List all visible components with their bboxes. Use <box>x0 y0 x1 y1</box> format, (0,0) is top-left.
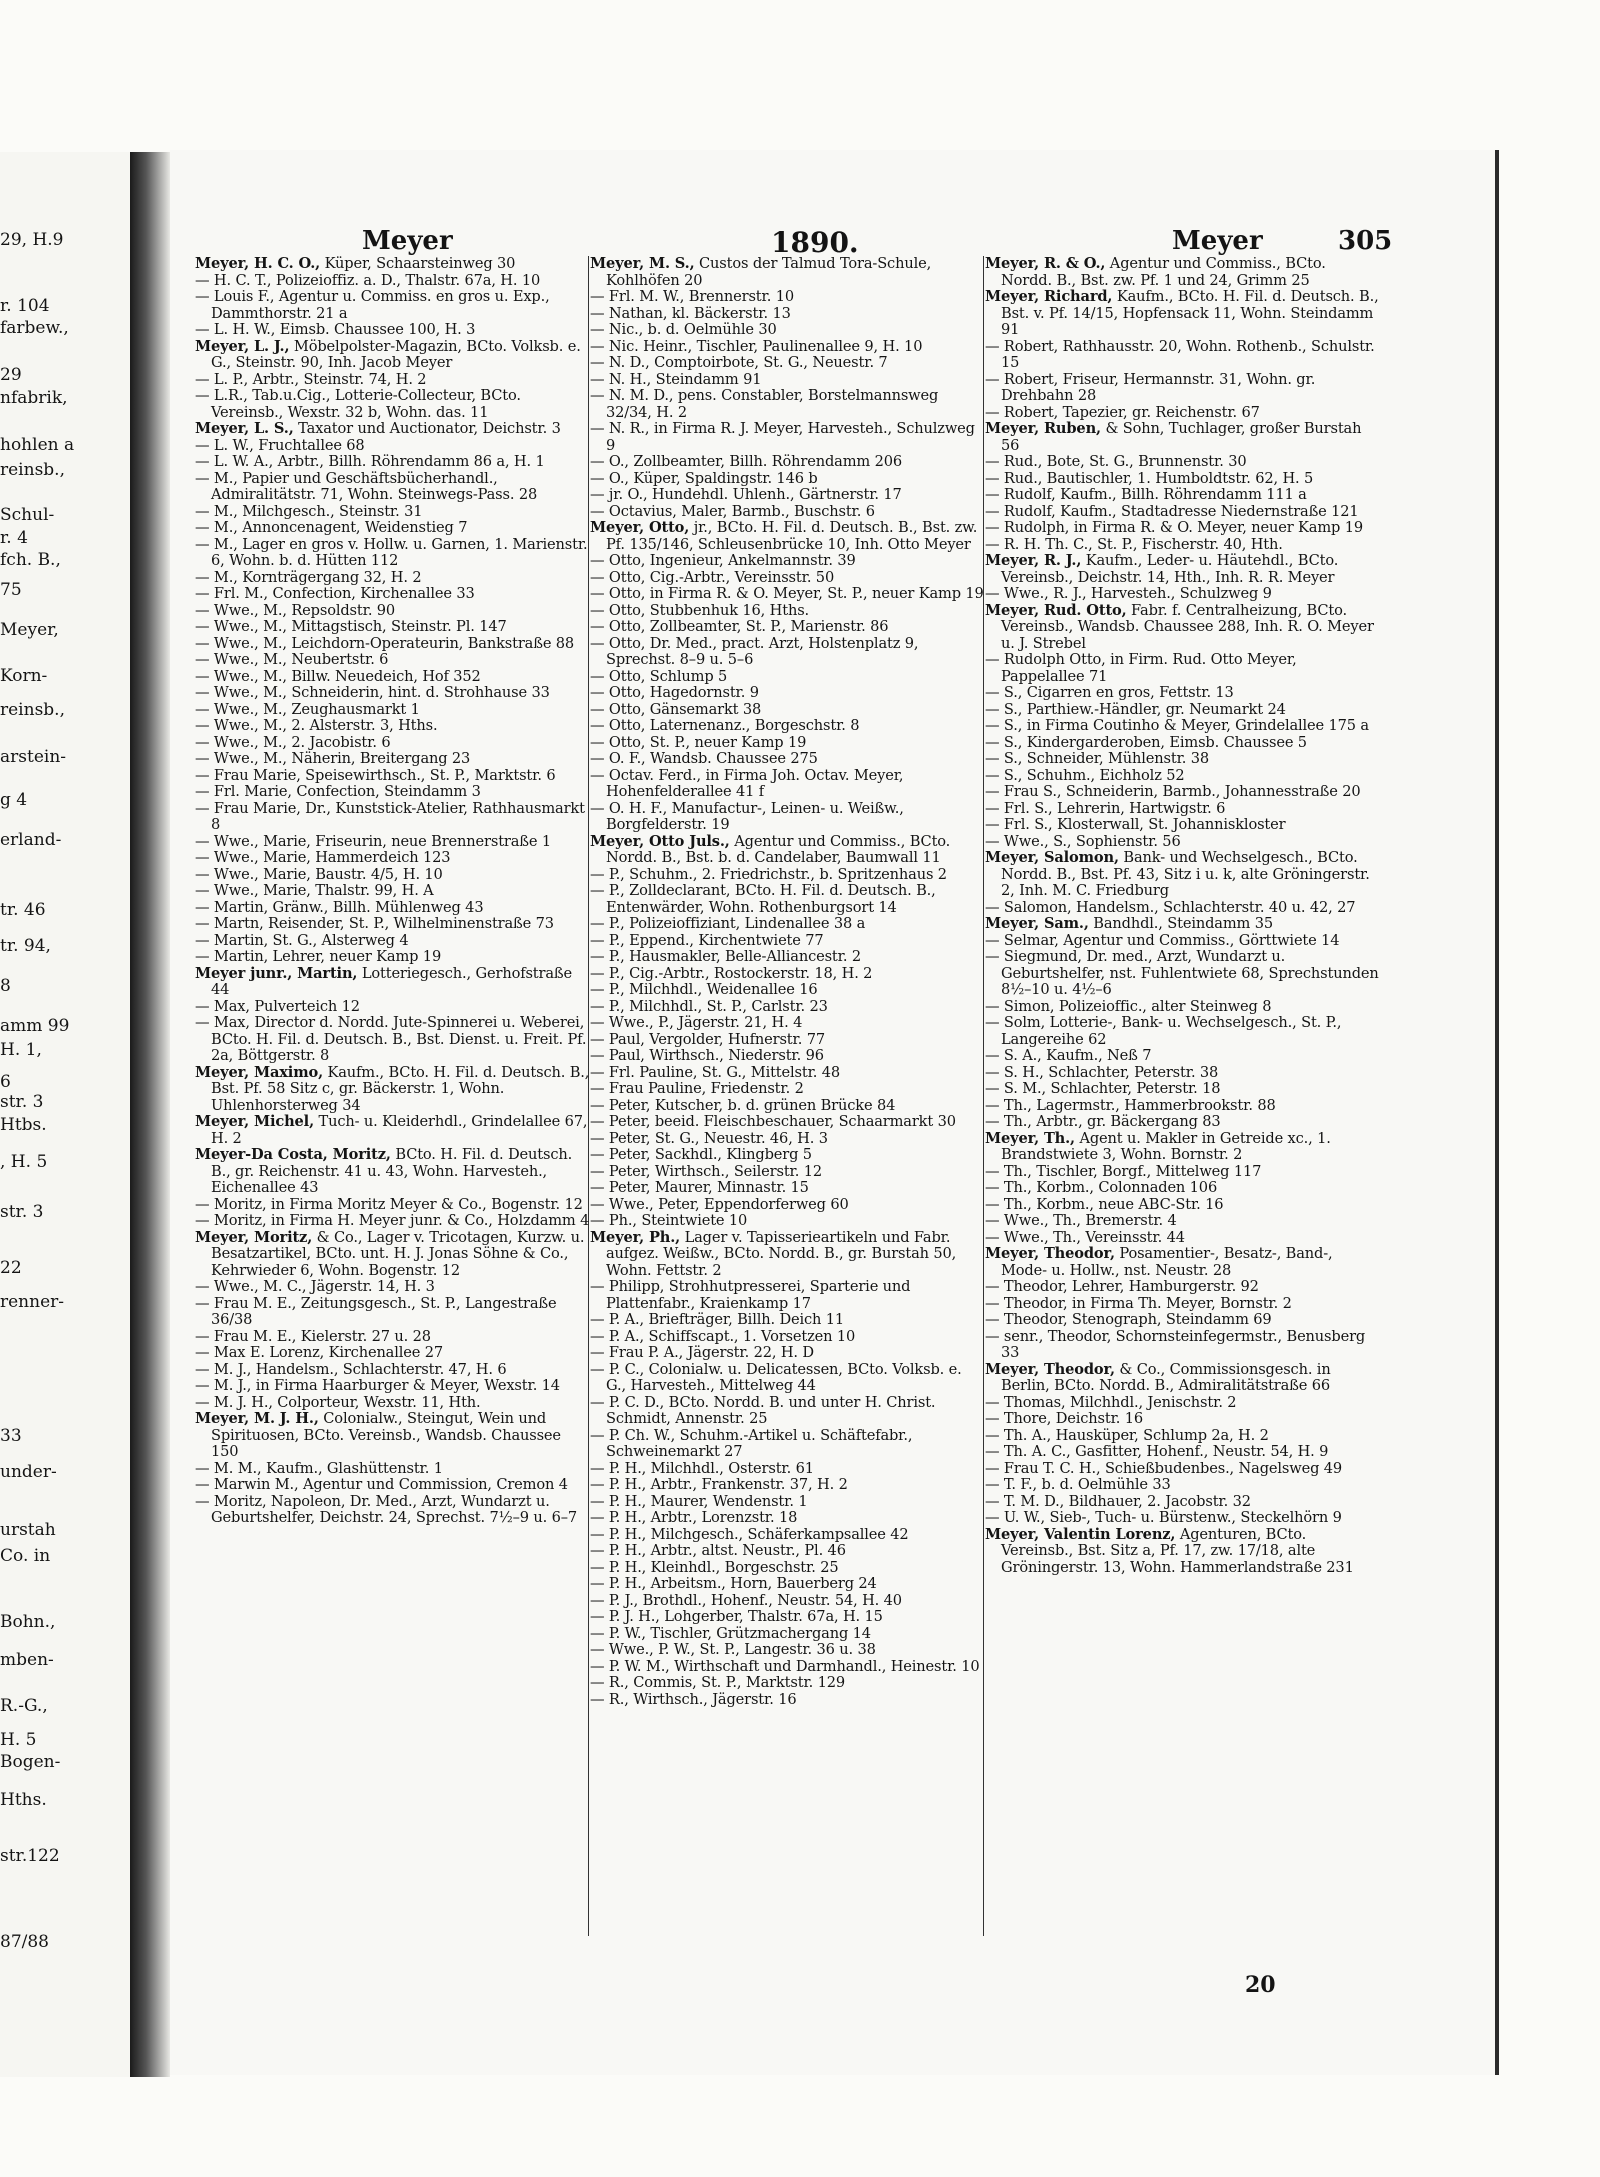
directory-entry: Meyer, Maximo, Kaufm., BCto. H. Fil. d. Deutsch. B., Bst. Pf. 58 Sitz c, gr. Bäckerstr. 1, Wohn. Uhlenhorsterweg 34 <box>195 1063 590 1114</box>
directory-entry: — S. M., Schlachter, Peterstr. 18 <box>985 1080 1221 1097</box>
directory-entry: — Wwe., M., 2. Alsterstr. 3, Hths. <box>195 717 438 734</box>
left-page-text-fragment: 29 <box>0 365 22 385</box>
directory-entry: — R., Wirthsch., Jägerstr. 16 <box>590 1690 797 1708</box>
left-page-text-fragment: tr. 94, <box>0 936 51 956</box>
directory-entry: — P. W. M., Wirthschaft und Darmhandl., Heinestr. 10 <box>590 1657 980 1675</box>
left-page-text-fragment: 8 <box>0 976 11 996</box>
left-page-text-fragment: r. 4 <box>0 528 28 548</box>
directory-column-1 <box>195 256 590 1527</box>
directory-entry: — Otto, Cig.-Arbtr., Vereinsstr. 50 <box>590 568 835 586</box>
directory-entry: — L. P., Arbtr., Steinstr. 74, H. 2 <box>195 370 427 388</box>
directory-entry: — Ph., Steintwiete 10 <box>590 1212 748 1229</box>
directory-entry: Meyer, H. C. O., Küper, Schaarsteinweg 30 <box>195 255 516 272</box>
directory-entry: — S., Schneider, Mühlenstr. 38 <box>985 750 1210 767</box>
directory-entry: Meyer, Theodor, & Co., Commissionsgesch. in Berlin, BCto. Nordd. B., Admiralitätstraße 66 <box>985 1360 1331 1394</box>
directory-entry: — Peter, Maurer, Minnastr. 15 <box>590 1179 809 1196</box>
directory-entry: — Frau M. E., Zeitungsgesch., St. P., Langestraße 36/38 <box>195 1294 557 1328</box>
directory-entry: Meyer, Moritz, & Co., Lager v. Tricotagen, Kurzw. u. Besatzartikel, BCto. unt. H. J. Jonas Söhne & Co., Kehrwieder 6, Wohn. Bogenstr. 12 <box>195 1228 585 1279</box>
directory-entry: — R., Commis, St. P., Marktstr. 129 <box>590 1674 846 1691</box>
left-page-text-fragment: Htbs. <box>0 1115 47 1135</box>
directory-entry: — Wwe., Marie, Hammerdeich 123 <box>195 849 451 866</box>
running-head-left: Meyer <box>362 226 453 256</box>
directory-entry: — Peter, Wirthsch., Seilerstr. 12 <box>590 1162 823 1180</box>
directory-entry: — P. A., Schiffscapt., 1. Vorsetzen 10 <box>590 1327 856 1345</box>
directory-entry: — Frau T. C. H., Schießbudenbes., Nagelsweg 49 <box>985 1459 1343 1477</box>
directory-entry: — P., Eppend., Kirchentwiete 77 <box>590 931 824 949</box>
signature-mark: 20 <box>1245 1972 1276 1998</box>
left-page-text-fragment: erland- <box>0 830 62 850</box>
directory-entry: — Louis F., Agentur u. Commiss. en gros u. Exp., Dammthorstr. 21 a <box>195 288 550 322</box>
directory-entry: Meyer, Theodor, Posamentier-, Besatz-, Band-, Mode- u. Hollw., nst. Neustr. 28 <box>985 1245 1333 1279</box>
directory-entry: Meyer junr., Martin, Lotteriegesch., Gerhofstraße 44 <box>195 964 572 998</box>
directory-entry: — Thore, Deichstr. 16 <box>985 1410 1144 1427</box>
directory-entry: — Wwe., Marie, Friseurin, neue Brennerstraße 1 <box>195 832 551 850</box>
page-number: 305 <box>1338 226 1393 256</box>
directory-entry: — Martin, Gränw., Billh. Mühlenweg 43 <box>195 898 484 916</box>
directory-entry: — M. M., Kaufm., Glashüttenstr. 1 <box>195 1459 443 1477</box>
directory-entry: — Theodor, in Firma Th. Meyer, Bornstr. 2 <box>985 1294 1292 1312</box>
directory-entry: — Wwe., M., Billw. Neuedeich, Hof 352 <box>195 667 481 685</box>
directory-entry: — Frl. M., Confection, Kirchenallee 33 <box>195 585 475 602</box>
directory-entry: Meyer, R. & O., Agentur und Commiss., BCto. Nordd. B., Bst. zw. Pf. 1 und 24, Grimm 25 <box>985 255 1326 289</box>
directory-column-2 <box>590 256 985 1708</box>
directory-entry: — Otto, Ingenieur, Ankelmannstr. 39 <box>590 552 856 569</box>
directory-entry: — P., Milchhdl., Weidenallee 16 <box>590 981 818 998</box>
directory-entry: — N. D., Comptoirbote, St. G., Neuestr. 7 <box>590 354 888 371</box>
left-page-text-fragment: H. 1, <box>0 1040 42 1060</box>
left-page-text-fragment: arstein- <box>0 747 67 767</box>
directory-entry: — Peter, Kutscher, b. d. grünen Brücke 84 <box>590 1096 896 1114</box>
directory-entry: — O., Zollbeamter, Billh. Röhrendamm 206 <box>590 453 902 470</box>
directory-entry: — Selmar, Agentur und Commiss., Görttwiete 14 <box>985 931 1340 949</box>
directory-entry: — Wwe., M., Repsoldstr. 90 <box>195 601 396 619</box>
directory-entry: — Philipp, Strohhutpresserei, Sparterie und Plattenfabr., Kraienkamp 17 <box>590 1278 911 1312</box>
directory-entry: — Wwe., Marie, Baustr. 4/5, H. 10 <box>195 865 443 883</box>
directory-entry: — Robert, Friseur, Hermannstr. 31, Wohn. gr. Drehbahn 28 <box>985 370 1316 404</box>
directory-entry: — Th., Korbm., Colonnaden 106 <box>985 1179 1218 1196</box>
directory-entry: — P., Schuhm., 2. Friedrichstr., b. Spritzenhaus 2 <box>590 865 947 883</box>
left-page-text-fragment: Korn- <box>0 666 48 686</box>
directory-entry: — Frau P. A., Jägerstr. 22, H. D <box>590 1344 814 1361</box>
directory-entry: — Frl. Pauline, St. G., Mittelstr. 48 <box>590 1063 841 1081</box>
left-page-text-fragment: 75 <box>0 580 22 600</box>
left-page-text-fragment: Bogen- <box>0 1752 61 1772</box>
left-page-text-fragment: 33 <box>0 1426 22 1446</box>
left-page-text-fragment: renner- <box>0 1292 65 1312</box>
left-page-text-fragment: hohlen a <box>0 435 75 455</box>
directory-entry: — Martn, Reisender, St. P., Wilhelminenstraße 73 <box>195 915 554 932</box>
running-head-right: Meyer <box>1172 226 1263 256</box>
directory-entry: — Rud., Bote, St. G., Brunnenstr. 30 <box>985 453 1247 470</box>
directory-entry: Meyer, L. S., Taxator und Auctionator, Deichstr. 3 <box>195 420 561 437</box>
directory-entry: — Max, Pulvertеich 12 <box>195 997 360 1015</box>
directory-entry: — P., Cig.-Arbtr., Rostockerstr. 18, H. 2 <box>590 964 873 982</box>
directory-column-3 <box>985 256 1380 1576</box>
directory-entry: — Frau Pauline, Friedenstr. 2 <box>590 1080 804 1097</box>
directory-entry: — P. C., Colonialw. u. Delicatessen, BCto. Volksb. e. G., Harvesteh., Mittelweg 44 <box>590 1360 962 1394</box>
directory-entry: — Frau M. E., Kielerstr. 27 u. 28 <box>195 1327 431 1345</box>
directory-entry: — Wwe., Peter, Eppendorferweg 60 <box>590 1195 849 1213</box>
left-page-text-fragment: R.-G., <box>0 1696 48 1716</box>
directory-entry: — Salomon, Handelsm., Schlachterstr. 40 u. 42, 27 <box>985 898 1356 916</box>
directory-entry: — P. H., Milchhdl., Osterstr. 61 <box>590 1459 814 1477</box>
directory-entry: Meyer, Otto, jr., BCto. H. Fil. d. Deutsch. B., Bst. zw. Pf. 135/146, Schleusenbrücke 10, Inh. Otto Meyer <box>590 519 978 553</box>
directory-entry: — M., Milchgesch., Steinstr. 31 <box>195 502 423 520</box>
directory-entry: — M., Papier und Geschäftsbücherhandl., Admiralitätstr. 71, Wohn. Steinwegs-Pass. 28 <box>195 469 538 503</box>
directory-entry: — P., Hausmakler, Belle-Alliancestr. 2 <box>590 948 861 965</box>
directory-entry: — Theodor, Lehrer, Hamburgerstr. 92 <box>985 1278 1259 1295</box>
directory-entry: — Otto, Laternenanz., Borgeschstr. 8 <box>590 717 860 734</box>
left-page-text-fragment: str. 3 <box>0 1202 44 1222</box>
directory-entry: — Wwe., M., Mittagstisch, Steinstr. Pl. 147 <box>195 618 507 635</box>
directory-entry: — N. H., Steindamm 91 <box>590 370 762 388</box>
directory-entry: — P. A., Briefträger, Billh. Deich 11 <box>590 1311 845 1328</box>
directory-entry: — O. H. F., Manufactur-, Leinen- u. Weißw., Borgfelderstr. 19 <box>590 799 904 833</box>
left-page-text-fragment: tr. 46 <box>0 900 46 920</box>
directory-entry: — P. H., Arbtr., altst. Neustr., Pl. 46 <box>590 1542 846 1559</box>
directory-entry: — L. W., Fruchtallee 68 <box>195 436 365 454</box>
directory-entry: — Wwe., S., Sophienstr. 56 <box>985 832 1181 850</box>
directory-entry: — Th., Korbm., neue ABC-Str. 16 <box>985 1195 1224 1213</box>
directory-entry: — Martin, St. G., Alsterweg 4 <box>195 931 409 949</box>
left-page-text-fragment: mben- <box>0 1650 54 1670</box>
directory-entry: — O., Küper, Spaldingstr. 146 b <box>590 469 818 487</box>
left-page-text-fragment: under- <box>0 1462 57 1482</box>
directory-entry: — Frl. S., Lehrerin, Hartwigstr. 6 <box>985 799 1226 817</box>
left-page-text-fragment: amm 99 <box>0 1016 70 1036</box>
directory-entry: — senr., Theodor, Schornsteinfegermstr., Benusberg 33 <box>985 1327 1366 1361</box>
directory-entry: — Siegmund, Dr. med., Arzt, Wundarzt u. Geburtshelfer, nst. Fuhlentwiete 68, Sprechstunden 8½–10 u. 4½–6 <box>985 948 1379 998</box>
directory-entry: — Wwe., R. J., Harvesteh., Schulzweg 9 <box>985 585 1272 602</box>
left-page-text-fragment: reinsb., <box>0 700 65 720</box>
directory-entry: — N. M. D., pens. Constabler, Borstelmannsweg 32/34, H. 2 <box>590 387 939 421</box>
directory-entry: Meyer, Sam., Bandhdl., Steindamm 35 <box>985 915 1273 932</box>
left-page-text-fragment: Co. in <box>0 1546 51 1566</box>
directory-entry: — O. F., Wandsb. Chaussee 275 <box>590 750 818 767</box>
directory-entry: — L.R., Tab.u.Cig., Lotterie-Collecteur, BCto. Vereinsb., Wexstr. 32 b, Wohn. das. 11 <box>195 387 521 421</box>
left-page-text-fragment: H. 5 <box>0 1730 37 1750</box>
directory-entry: — Max, Director d. Nordd. Jute-Spinnerei u. Weberei, BCto. H. Fil. d. Deutsch. B., Bst. Dienst. u. Freit. Pf. 2a, Böttgerstr. 8 <box>195 1014 587 1064</box>
directory-entry: — P., Polizeioffiziant, Lindenallee 38 a <box>590 915 866 932</box>
directory-entry: — Otto, Schlump 5 <box>590 667 728 685</box>
directory-entry: — Paul, Vergolder, Hufnerstr. 77 <box>590 1030 825 1048</box>
directory-entry: — Otto, in Firma R. & O. Meyer, St. P., neuer Kamp 19 <box>590 585 984 602</box>
left-page-text-fragment: Schul- <box>0 505 55 525</box>
left-page-text-fragment: , H. 5 <box>0 1152 48 1172</box>
directory-entry: — S., Schuhm., Eichholz 52 <box>985 766 1185 784</box>
directory-entry: — P., Milchhdl., St. P., Carlstr. 23 <box>590 997 828 1015</box>
directory-entry: — Frl. S., Klosterwall, St. Johanniskloster <box>985 816 1286 833</box>
directory-entry: — Rudolph Otto, in Firm. Rud. Otto Meyer, Pappelallee 71 <box>985 651 1297 685</box>
directory-entry: — Wwe., M., 2. Jacobistr. 6 <box>195 733 391 751</box>
directory-entry: — Peter, beeid. Fleischbeschauer, Schaarmarkt 30 <box>590 1113 956 1130</box>
directory-entry: — P. J. H., Lohgerber, Thalstr. 67a, H. 15 <box>590 1608 883 1625</box>
directory-entry: — H. C. T., Polizeioffiz. a. D., Thalstr. 67a, H. 10 <box>195 271 541 289</box>
directory-entry: — Rudolf, Kaufm., Stadtadresse Niedernstraße 121 <box>985 502 1359 520</box>
directory-entry: — Max E. Lorenz, Kirchenallee 27 <box>195 1344 444 1361</box>
directory-entry: — P. H., Maurer, Wendenstr. 1 <box>590 1492 808 1510</box>
directory-entry: — Solm, Lotterie-, Bank- u. Wechselgesch., St. P., Langereihe 62 <box>985 1014 1342 1048</box>
directory-entry: Meyer, R. J., Kaufm., Leder- u. Häutehdl., BCto. Vereinsb., Deichstr. 14, Hth., Inh. R. R. Meyer <box>985 552 1339 586</box>
directory-entry: — Moritz, in Firma Moritz Meyer & Co., Bogenstr. 12 <box>195 1195 583 1213</box>
directory-entry: — Th., Lagermstr., Hammerbrookstr. 88 <box>985 1096 1276 1114</box>
left-page-text-fragment: r. 104 <box>0 296 50 316</box>
directory-entry: — P. H., Arbtr., Frankenstr. 37, H. 2 <box>590 1476 848 1493</box>
directory-entry: — S. H., Schlachter, Peterstr. 38 <box>985 1063 1219 1081</box>
left-page-text-fragment: nfabrik, <box>0 388 68 408</box>
directory-entry: — jr. O., Hundehdl. Uhlenh., Gärtnerstr. 17 <box>590 486 902 503</box>
directory-entry: — Octavius, Maler, Barmb., Buschstr. 6 <box>590 502 875 520</box>
directory-entry: — M. J., in Firma Haarburger & Meyer, Wexstr. 14 <box>195 1377 560 1394</box>
directory-entry: — Peter, Sackhdl., Klingberg 5 <box>590 1146 812 1163</box>
directory-entry: — Moritz, in Firma H. Meyer junr. & Co., Holzdamm 4 <box>195 1212 590 1229</box>
directory-entry: Meyer, Rud. Otto, Fabr. f. Centralheizung, BCto. Vereinsb., Wandsb. Chaussee 288, Inh. R. O. Meyer u. J. Strebel <box>985 601 1374 652</box>
directory-entry: — Wwe., M., Schneiderin, hint. d. Strohhause 33 <box>195 684 550 701</box>
directory-entry: Meyer, Michel, Tuch- u. Kleiderhdl., Grindelallee 67, H. 2 <box>195 1113 588 1147</box>
directory-entry: — Moritz, Napoleon, Dr. Med., Arzt, Wundarzt u. Geburtshelfer, Deichstr. 24, Sprechst. 7½–9 u. 6–7 <box>195 1492 578 1526</box>
directory-entry: — S., Parthiew.-Händler, gr. Neumarkt 24 <box>985 700 1286 718</box>
directory-entry: Meyer, Richard, Kaufm., BCto. H. Fil. d. Deutsch. B., Bst. v. Pf. 14/15, Hopfensack 11, Wohn. Steindamm 91 <box>985 288 1379 338</box>
directory-entry: — M. J., Handelsm., Schlachterstr. 47, H. 6 <box>195 1360 507 1378</box>
left-page-text-fragment: urstah <box>0 1520 56 1540</box>
directory-entry: — L. W. A., Arbtr., Billh. Röhrendamm 86 a, H. 1 <box>195 453 545 470</box>
left-page-text-fragment: str. 3 <box>0 1092 44 1112</box>
directory-entry: — T. F., b. d. Oelmühle 33 <box>985 1476 1171 1493</box>
directory-entry: — Peter, St. G., Neuestr. 46, H. 3 <box>590 1129 828 1147</box>
directory-entry: — Otto, Zollbeamter, St. P., Marienstr. 86 <box>590 618 889 635</box>
directory-entry: — M., Kornträgergang 32, H. 2 <box>195 568 422 586</box>
directory-entry: — Nic. Heinr., Tischler, Paulinenallee 9, H. 10 <box>590 337 923 355</box>
directory-entry: — Otto, St. P., neuer Kamp 19 <box>590 733 807 751</box>
directory-entry: — Wwe., P. W., St. P., Langestr. 36 u. 38 <box>590 1641 876 1658</box>
left-page-text-fragment: 6 <box>0 1072 11 1092</box>
directory-entry: — Nathan, kl. Bäckerstr. 13 <box>590 304 791 322</box>
directory-entry: — Wwe., Marie, Thalstr. 99, H. A <box>195 882 434 899</box>
directory-entry: — Th., Tischler, Borgf., Mittelweg 117 <box>985 1162 1262 1180</box>
left-page-text-fragment: Hths. <box>0 1790 47 1810</box>
left-page-text-fragment: 29, H.9 <box>0 230 64 250</box>
left-page-text-fragment: 87/88 <box>0 1932 49 1952</box>
directory-entry: — Simon, Polizeioffic., alter Steinweg 8 <box>985 997 1272 1015</box>
book-gutter <box>130 152 170 2077</box>
directory-entry: — Wwe., M., Leichdorn-Operateurin, Bankstraße 88 <box>195 634 575 652</box>
year-heading: 1890. <box>771 226 859 259</box>
left-page-text-fragment: reinsb., <box>0 460 65 480</box>
directory-entry: — P. Ch. W., Schuhm.-Artikel u. Schäftefabr., Schweinemarkt 27 <box>590 1426 913 1460</box>
directory-entry: — Frl. Marie, Confection, Steindamm 3 <box>195 783 481 800</box>
directory-entry: — P. C. D., BCto. Nordd. B. und unter H. Christ. Schmidt, Annenstr. 25 <box>590 1393 936 1427</box>
directory-entry: — S., Kindergarderoben, Eimsb. Chaussee 5 <box>985 733 1307 751</box>
left-page-text-fragment: str.122 <box>0 1846 60 1866</box>
directory-entry: — Nic., b. d. Oelmühle 30 <box>590 321 777 338</box>
directory-entry: — Robert, Tapezier, gr. Reichenstr. 67 <box>985 403 1260 421</box>
left-page-text-fragment: farbew., <box>0 318 69 338</box>
directory-entry: Meyer, Salomon, Bank- und Wechselgesch., BCto. Nordd. B., Bst. Pf. 43, Sitz i u. k, alte Gröningerstr. 2, Inh. M. C. Friedburg <box>985 849 1370 899</box>
directory-entry: — Wwe., Th., Vereinsstr. 44 <box>985 1228 1185 1246</box>
directory-entry: — Wwe., Th., Bremerstr. 4 <box>985 1212 1177 1229</box>
directory-entry: — Wwe., M., Neubertstr. 6 <box>195 651 389 668</box>
left-page-text-fragment: g 4 <box>0 790 28 810</box>
directory-entry: Meyer, M. S., Custos der Talmud Tora-Schule, Kohlhöfen 20 <box>590 255 932 289</box>
directory-entry: — Martin, Lehrer, neuer Kamp 19 <box>195 948 442 965</box>
directory-entry: — Wwe., M., Näherin, Breitergang 23 <box>195 750 471 767</box>
directory-entry: — S. A., Kaufm., Neß 7 <box>985 1047 1152 1064</box>
directory-entry: — N. R., in Firma R. J. Meyer, Harvesteh., Schulzweg 9 <box>590 420 975 454</box>
directory-entry: — Otto, Dr. Med., pract. Arzt, Holstenplatz 9, Sprechst. 8–9 u. 5–6 <box>590 634 919 668</box>
directory-entry: — P. H., Kleinhdl., Borgeschstr. 25 <box>590 1558 839 1576</box>
directory-entry: — Frau S., Schneiderin, Barmb., Johannesstraße 20 <box>985 783 1361 800</box>
directory-entry: — L. H. W., Eimsb. Chaussee 100, H. 3 <box>195 321 476 338</box>
directory-entry: — Wwe., M., Zeughausmarkt 1 <box>195 700 420 718</box>
directory-entry: — M., Annoncenagent, Weidenstieg 7 <box>195 519 468 536</box>
directory-entry: — P. H., Arbeitsm., Horn, Bauerberg 24 <box>590 1575 877 1592</box>
directory-entry: — Wwe., M. C., Jägerstr. 14, H. 3 <box>195 1278 435 1295</box>
directory-entry: Meyer, Th., Agent u. Makler in Getreide xc., 1. Brandstwiete 3, Wohn. Bornstr. 2 <box>985 1129 1331 1163</box>
directory-entry: — Paul, Wirthsch., Niederstr. 96 <box>590 1047 824 1064</box>
directory-entry: — Rud., Bautischler, 1. Humboldtstr. 62, H. 5 <box>985 469 1314 487</box>
directory-entry: — Frl. M. W., Brennerstr. 10 <box>590 288 794 305</box>
directory-entry: Meyer, Ruben, & Sohn, Tuchlager, großer Burstah 56 <box>985 420 1362 454</box>
directory-entry: Meyer, Valentin Lorenz, Agenturen, BCto. Vereinsb., Bst. Sitz a, Pf. 17, zw. 17/18, alte Gröningerstr. 13, Wohn. Hammerlandstraße 231 <box>985 1525 1354 1576</box>
directory-entry: — P. H., Milchgesch., Schäferkampsallee 42 <box>590 1525 909 1543</box>
directory-entry: — Frau Marie, Dr., Kunststick-Atelier, Rathhausmarkt 8 <box>195 799 585 833</box>
directory-entry: — M., Lager en gros v. Hollw. u. Garnen, 1. Marienstr. 6, Wohn. b. d. Hütten 112 <box>195 535 588 569</box>
directory-entry: — P., Zolldeclarant, BCto. H. Fil. d. Deutsch. B., Entenwärder, Wohn. Rothenburgsort 14 <box>590 882 936 916</box>
directory-entry: — Robert, Rathhausstr. 20, Wohn. Rothenb., Schulstr. 15 <box>985 337 1375 371</box>
directory-entry: — Otto, Stubbenhuk 16, Hths. <box>590 601 810 619</box>
directory-entry: — Octav. Ferd., in Firma Joh. Octav. Meyer, Hohenfelderallee 41 f <box>590 766 904 800</box>
directory-entry: — Wwe., P., Jägerstr. 21, H. 4 <box>590 1014 803 1031</box>
directory-entry: — Marwin M., Agentur und Commission, Cremon 4 <box>195 1476 568 1493</box>
directory-entry: — Th. A., Hausküper, Schlump 2a, H. 2 <box>985 1426 1269 1444</box>
left-page-text-fragment: fch. B., <box>0 550 61 570</box>
directory-entry: Meyer, M. J. H., Colonialw., Steingut, Wein und Spirituosen, BCto. Vereinsb., Wandsb. Chaussee 150 <box>195 1410 561 1460</box>
directory-entry: — P. H., Arbtr., Lorenzstr. 18 <box>590 1509 798 1526</box>
directory-entry: — T. M. D., Bildhauer, 2. Jacobstr. 32 <box>985 1492 1251 1510</box>
left-page-text-fragment: Bohn., <box>0 1612 56 1632</box>
directory-entry: Meyer, L. J., Möbelpolster-Magazin, BCto. Volksb. e. G., Steinstr. 90, Inh. Jacob Meyer <box>195 337 581 371</box>
directory-entry: — R. H. Th. C., St. P., Fischerstr. 40, Hth. <box>985 535 1283 553</box>
directory-entry: — Thomas, Milchhdl., Jenischstr. 2 <box>985 1393 1237 1411</box>
directory-entry: — Th., Arbtr., gr. Bäckergang 83 <box>985 1113 1221 1130</box>
directory-entry: — Theodor, Stenograph, Steindamm 69 <box>985 1311 1272 1328</box>
directory-entry: — Frau Marie, Speisewirthsch., St. P., Marktstr. 6 <box>195 766 556 784</box>
left-page-fragment <box>0 152 133 2077</box>
directory-entry: — Otto, Gänsemarkt 38 <box>590 700 762 718</box>
directory-entry: Meyer-Da Costa, Moritz, BCto. H. Fil. d. Deutsch. B., gr. Reichenstr. 41 u. 43, Wohn. Harvesteh., Eichenallee 43 <box>195 1146 573 1196</box>
directory-entry: Meyer, Otto Juls., Agentur und Commiss., BCto. Nordd. B., Bst. b. d. Candelaber, Baumwall 11 <box>590 832 951 866</box>
left-page-text-fragment: 22 <box>0 1258 22 1278</box>
directory-entry: — S., in Firma Coutinho & Meyer, Grindelallee 175 a <box>985 717 1369 734</box>
directory-entry: — S., Cigarren en gros, Fettstr. 13 <box>985 684 1234 701</box>
directory-entry: — Rudolph, in Firma R. & O. Meyer, neuer Kamp 19 <box>985 519 1363 536</box>
directory-entry: — M. J. H., Colporteur, Wexstr. 11, Hth. <box>195 1393 481 1411</box>
directory-entry: — Th. A. C., Gasfitter, Hohenf., Neustr. 54, H. 9 <box>985 1443 1329 1460</box>
directory-entry: — U. W., Sieb-, Tuch- u. Bürstenw., Steckelhörn 9 <box>985 1509 1342 1526</box>
directory-entry: — P. J., Brothdl., Hohenf., Neustr. 54, H. 40 <box>590 1591 902 1609</box>
directory-entry: — P. W., Tischler, Grützmachergang 14 <box>590 1624 871 1642</box>
directory-entry: — Rudolf, Kaufm., Billh. Röhrendamm 111 a <box>985 486 1307 503</box>
directory-entry: — Otto, Hagedornstr. 9 <box>590 684 759 701</box>
left-page-text-fragment: Meyer, <box>0 620 59 640</box>
directory-entry: Meyer, Ph., Lager v. Tapisserieartikeln und Fabr. aufgez. Weißw., BCto. Nordd. B., gr. Burstah 50, Wohn. Fettstr. 2 <box>590 1228 957 1279</box>
